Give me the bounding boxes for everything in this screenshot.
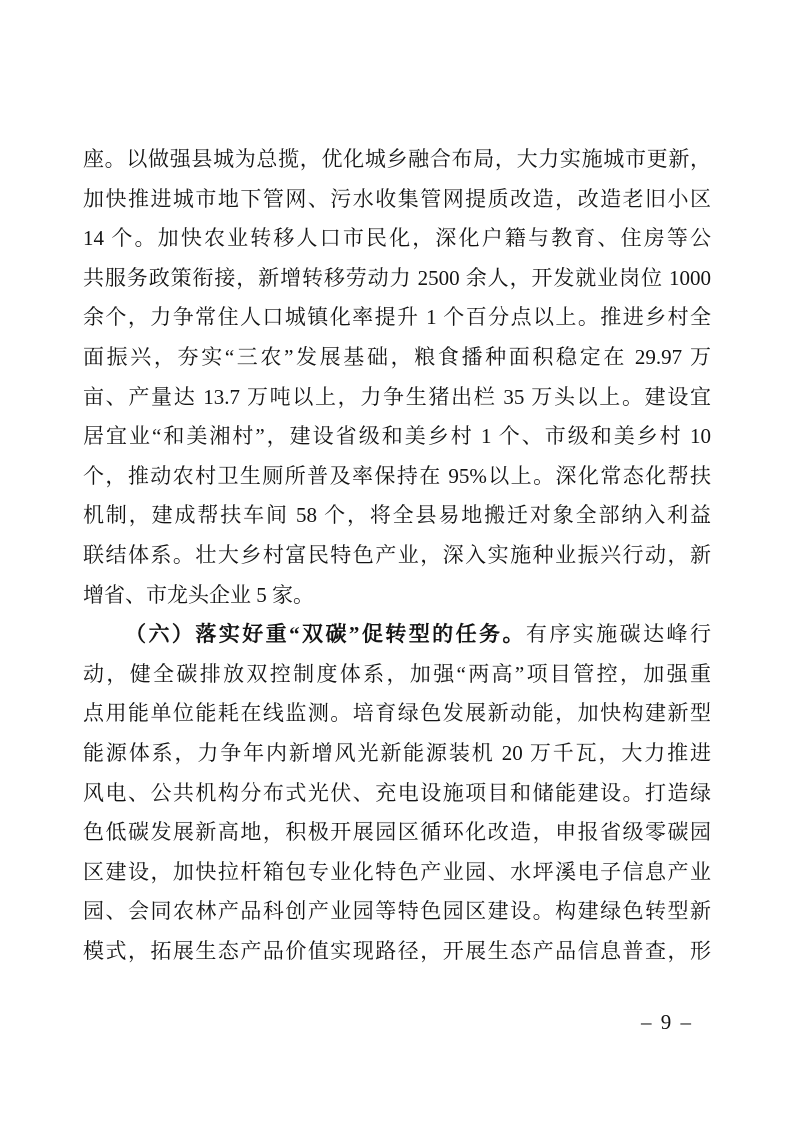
text-line: 居宜业“和美湘村”，建设省级和美乡村 1 个、市级和美乡村 10	[83, 424, 711, 449]
text-line: 风电、公共机构分布式光伏、充电设施项目和储能建设。打造绿	[83, 780, 711, 805]
body-text	[83, 140, 711, 971]
text-line: 模式，拓展生态产品价值实现路径，开展生态产品信息普查，形	[83, 938, 711, 963]
text-line: 能源体系，力争年内新增风光新能源装机 20 万千瓦，大力推进	[83, 740, 711, 765]
text-line: 加快推进城市地下管网、污水收集管网提质改造，改造老旧小区	[83, 186, 711, 211]
text-line: 亩、产量达 13.7 万吨以上，力争生猪出栏 35 万头以上。建设宜	[83, 384, 711, 409]
section-heading-line	[83, 615, 711, 655]
text-line: 区建设，加快拉杆箱包专业化特色产业园、水坪溪电子信息产业	[83, 859, 711, 884]
text-line: 面振兴，夯实“三农”发展基础，粮食播种面积稳定在 29.97 万	[83, 344, 711, 369]
section-heading: （六）落实好重“双碳”促转型的任务。	[125, 622, 526, 647]
text-line: 点用能单位能耗在线监测。培育绿色发展新动能，加快构建新型	[83, 701, 711, 726]
text-line: 个，推动农村卫生厕所普及率保持在 95%以上。深化常态化帮扶	[83, 463, 711, 488]
text-line: 联结体系。壮大乡村富民特色产业，深入实施种业振兴行动，新	[83, 542, 711, 567]
text-line: 园、会同农林产品科创产业园等特色园区建设。构建绿色转型新	[83, 899, 711, 924]
text-line: 14 个。加快农业转移人口市民化，深化户籍与教育、住房等公	[83, 226, 711, 251]
text-line: 动，健全碳排放双控制度体系，加强“两高”项目管控，加强重	[83, 661, 711, 686]
text-line: 机制，建成帮扶车间 58 个，将全县易地搬迁对象全部纳入利益	[83, 503, 711, 528]
page-number: – 9 –	[641, 1010, 693, 1034]
text-line: 色低碳发展新高地，积极开展园区循环化改造，申报省级零碳园	[83, 820, 711, 845]
text-run: 有序实施碳达峰行	[525, 622, 711, 647]
paragraph-end-line: 增省、市龙头企业 5 家。	[83, 582, 314, 607]
text-line: 余个，力争常住人口城镇化率提升 1 个百分点以上。推进乡村全	[83, 305, 711, 330]
text-line: 座。以做强县城为总揽，优化城乡融合布局，大力实施城市更新，	[83, 147, 711, 171]
text-line: 共服务政策衔接，新增转移劳动力 2500 余人，开发就业岗位 1000	[83, 265, 711, 290]
